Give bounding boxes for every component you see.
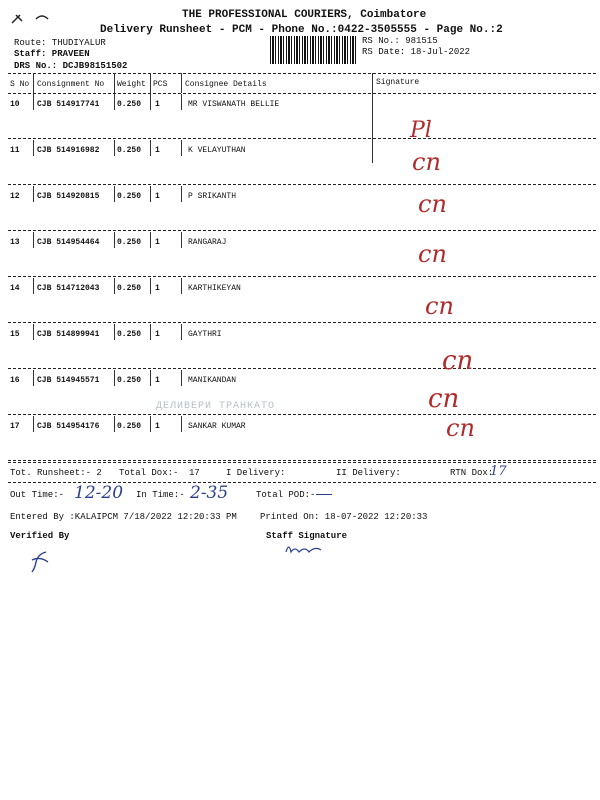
signature-row-10: Pl	[410, 118, 432, 143]
row-pcs: 1	[155, 422, 160, 431]
row-sno: 16	[10, 376, 20, 385]
row-consignee: MR VISWANATH BELLIE	[188, 100, 280, 109]
column-divider	[150, 94, 151, 110]
column-divider	[181, 73, 182, 93]
column-divider	[181, 94, 182, 110]
row-consignment-no: CJB 514945571	[37, 376, 100, 385]
row-divider	[8, 414, 596, 415]
row-divider	[8, 276, 596, 277]
total-dox-label: Total Dox:-	[119, 468, 179, 478]
row-pcs: 1	[155, 100, 160, 109]
row-divider	[8, 184, 596, 185]
column-divider	[114, 73, 115, 93]
column-divider	[33, 232, 34, 248]
column-divider	[33, 278, 34, 294]
row-weight: 0.250	[117, 238, 142, 247]
column-header-consignee: Consignee Details	[185, 80, 267, 89]
rtn-dox-label: RTN Dox:	[450, 468, 494, 478]
company-title: THE PROFESSIONAL COURIERS, Coimbatore	[182, 9, 427, 21]
column-divider	[114, 278, 115, 294]
column-divider	[33, 73, 34, 93]
row-consignment-no: CJB 514954176	[37, 422, 100, 431]
staff-signature-label: Staff Signature	[266, 531, 348, 541]
signature-row-14: cn	[425, 292, 454, 320]
row-weight: 0.250	[117, 192, 142, 201]
signature-row-12: cn	[418, 190, 447, 218]
column-divider	[181, 232, 182, 248]
column-divider	[33, 140, 34, 156]
row-pcs: 1	[155, 284, 160, 293]
column-divider	[181, 416, 182, 432]
column-divider	[33, 370, 34, 386]
column-divider	[33, 186, 34, 202]
rs-number: RS No.: 981515	[362, 36, 438, 46]
row-pcs: 1	[155, 330, 160, 339]
row-sno: 15	[10, 330, 20, 339]
route-label: Route: THUDIYALUR	[14, 38, 106, 48]
column-divider	[114, 370, 115, 386]
column-divider	[150, 324, 151, 340]
row-pcs: 1	[155, 146, 160, 155]
column-divider	[150, 370, 151, 386]
table-header-border	[8, 93, 596, 94]
row-divider	[8, 230, 596, 231]
column-divider	[150, 140, 151, 156]
row-pcs: 1	[155, 376, 160, 385]
row-sno: 10	[10, 100, 20, 109]
verified-by: Verified By	[10, 531, 70, 541]
column-divider	[181, 324, 182, 340]
staff-signature-image	[283, 540, 333, 562]
column-divider	[181, 278, 182, 294]
row-consignee: K VELAYUTHAN	[188, 146, 246, 155]
row-sno: 17	[10, 422, 20, 431]
row-consignment-no: CJB 514917741	[37, 100, 100, 109]
row-sno: 11	[10, 146, 20, 155]
row-weight: 0.250	[117, 146, 142, 155]
total-runsheet: Tot. Runsheet:- 2	[10, 468, 102, 478]
out-time-label: Out Time:-	[10, 490, 65, 500]
row-weight: 0.250	[117, 422, 142, 431]
out-time-handwritten: 12-20	[74, 483, 124, 503]
column-divider	[372, 73, 373, 163]
staff-label: Staff: PRAVEEN	[14, 49, 90, 59]
row-consignment-no: CJB 514954464	[37, 238, 100, 247]
row-sno: 13	[10, 238, 20, 247]
row-pcs: 1	[155, 192, 160, 201]
column-divider	[114, 140, 115, 156]
column-divider	[114, 416, 115, 432]
column-header-sno: S No	[10, 80, 30, 89]
runsheet-subtitle: Delivery Runsheet - PCM - Phone No.:0422-3505555 - Page No.:2	[100, 24, 503, 36]
row-divider	[8, 368, 596, 369]
column-header-pcs: PCS	[153, 80, 168, 89]
column-header-weight: Weight	[117, 80, 146, 89]
row-sno: 14	[10, 284, 20, 293]
summary-top-border	[8, 462, 596, 463]
signature-row-17: cn	[446, 414, 475, 442]
barcode	[270, 36, 358, 64]
column-divider	[114, 232, 115, 248]
entered-by: Entered By :KALAIPCM 7/18/2022 12:20:33 PM	[10, 512, 237, 522]
signature-row-13: cn	[418, 240, 447, 268]
row-divider	[8, 322, 596, 323]
row-sno: 12	[10, 192, 20, 201]
column-divider	[150, 186, 151, 202]
logo-icon	[10, 12, 54, 29]
column-header-signature: Signature	[376, 78, 420, 87]
row-consignee: GAYTHRI	[188, 330, 222, 339]
row-consignee: SANKAR KUMAR	[188, 422, 246, 431]
signature-row-16: cn	[428, 384, 460, 414]
row-weight: 0.250	[117, 284, 142, 293]
column-header-consignment: Consignment No	[37, 80, 105, 89]
column-divider	[181, 186, 182, 202]
faded-stamp: ДЕЛИВЕРИ ТРАНКАТО	[156, 401, 276, 412]
signature-row-15: cn	[442, 346, 474, 376]
in-time-handwritten: 2-35	[190, 483, 229, 503]
in-time-label: In Time:-	[136, 490, 185, 500]
table-top-border	[8, 73, 596, 74]
column-divider	[114, 186, 115, 202]
column-divider	[114, 94, 115, 110]
i-delivery-label: I Delivery:	[226, 468, 286, 478]
total-dox-value: 17	[189, 468, 200, 478]
column-divider	[33, 94, 34, 110]
drs-number: DRS No.: DCJB98151502	[14, 61, 128, 71]
row-consignment-no: CJB 514712043	[37, 284, 100, 293]
row-consignment-no: CJB 514920815	[37, 192, 100, 201]
column-divider	[181, 370, 182, 386]
row-consignment-no: CJB 514916982	[37, 146, 100, 155]
row-weight: 0.250	[117, 330, 142, 339]
printed-on: Printed On: 18-07-2022 12:20:33	[260, 512, 428, 522]
column-divider	[150, 416, 151, 432]
column-divider	[150, 73, 151, 93]
total-pod-dash	[316, 494, 332, 495]
row-weight: 0.250	[117, 376, 142, 385]
ii-delivery-label: II Delivery:	[336, 468, 401, 478]
column-divider	[181, 140, 182, 156]
row-consignee: P SRIKANTH	[188, 192, 237, 201]
row-consignee: KARTHIKEYAN	[188, 284, 241, 293]
total-pod-label: Total POD:-	[256, 490, 316, 500]
signature-row-11: cn	[412, 148, 441, 176]
column-divider	[33, 324, 34, 340]
row-consignee: MANIKANDAN	[188, 376, 237, 385]
verifier-signature-image	[26, 548, 56, 580]
column-divider	[150, 278, 151, 294]
rtn-dox-handwritten: 17	[490, 464, 507, 479]
row-consignee: RANGARAJ	[188, 238, 227, 247]
row-divider	[8, 138, 596, 139]
column-divider	[33, 416, 34, 432]
rs-date: RS Date: 18-Jul-2022	[362, 47, 471, 57]
row-divider	[8, 460, 596, 461]
row-consignment-no: CJB 514899941	[37, 330, 100, 339]
column-divider	[150, 232, 151, 248]
column-divider	[114, 324, 115, 340]
row-weight: 0.250	[117, 100, 142, 109]
row-pcs: 1	[155, 238, 160, 247]
